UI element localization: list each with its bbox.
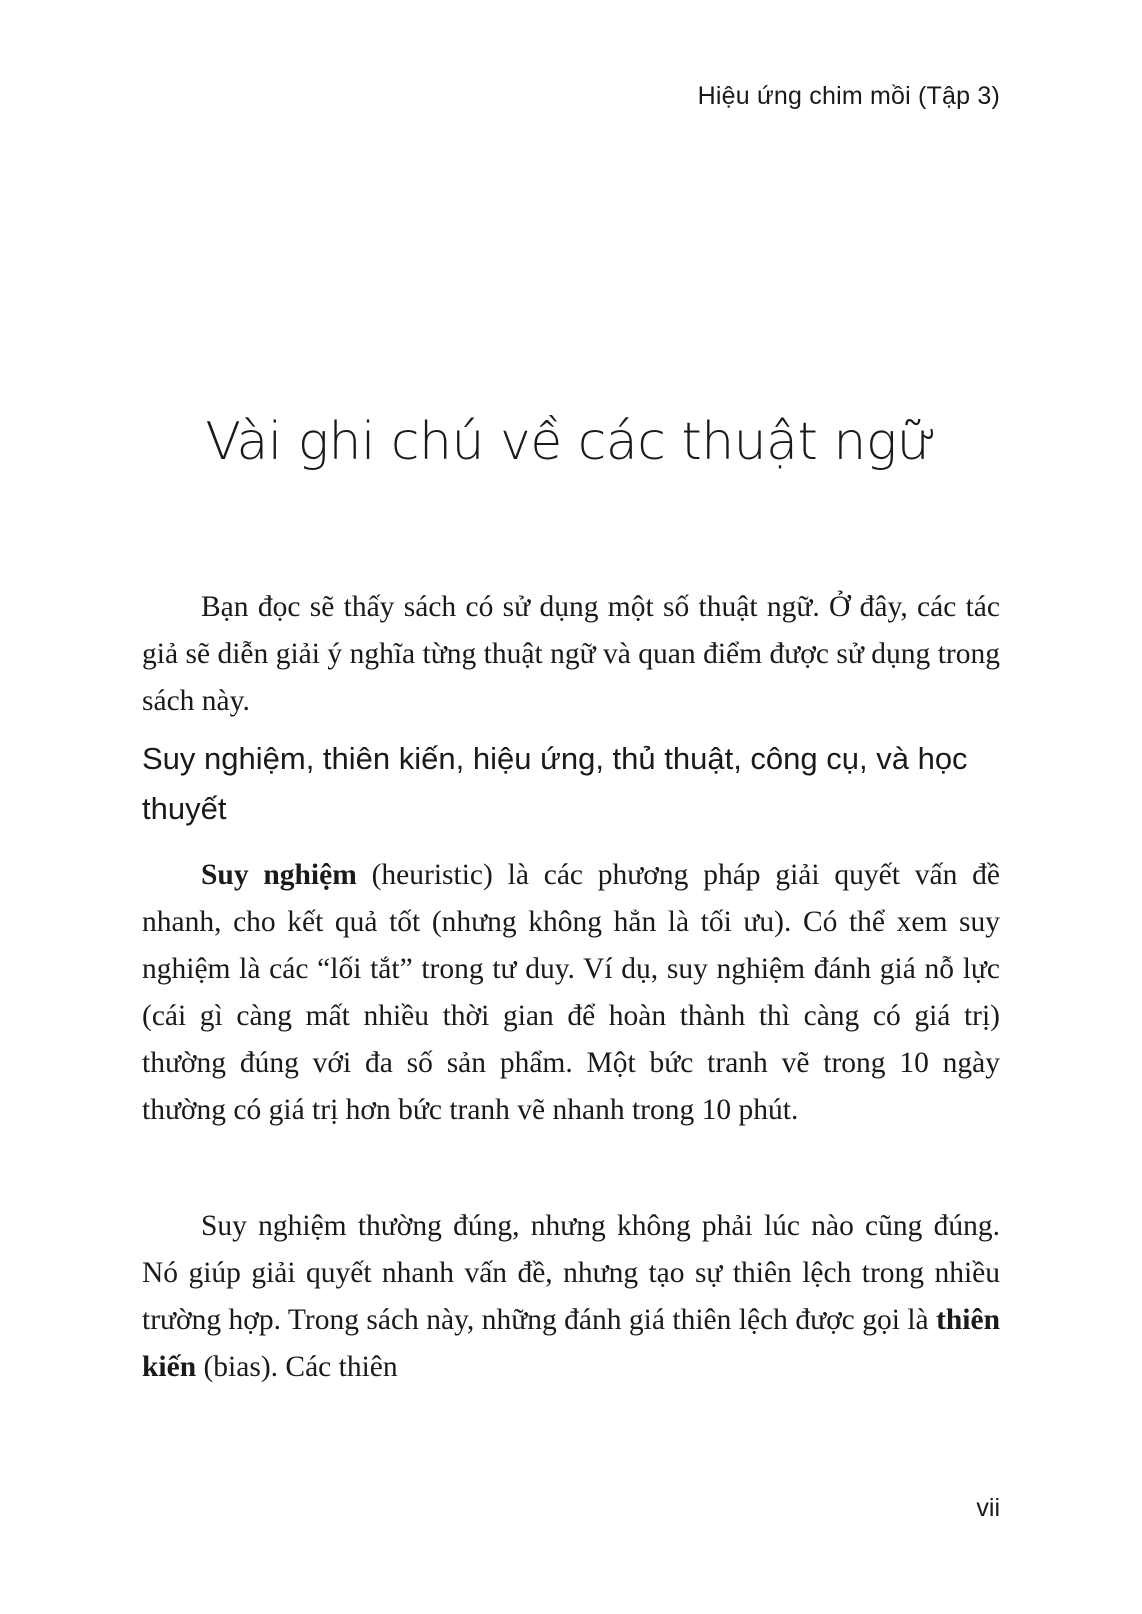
- term-bias: thiên kiến: [142, 1304, 1000, 1383]
- term-heuristic: Suy nghiệm: [201, 859, 357, 891]
- page-number: vii: [976, 1494, 1000, 1522]
- bias-paragraph-text-after: (bias). Các thiên: [196, 1351, 398, 1383]
- heuristic-paragraph-text: (heuristic) là các phương pháp giải quyết vấn đề nhanh, cho kết quả tốt (nhưng không hẳn là tối ưu). Có thể xem suy nghiệm là các “lối tắt” trong tư duy. Ví dụ, suy nghiệm đánh giá nỗ lực (cái gì càng mất nhiều thời gian để hoàn thành thì càng có giá trị) thường đúng với đa số sản phẩm. Một bức tranh vẽ trong 10 ngày thường có giá trị hơn bức tranh vẽ nhanh trong 10 phút.: [142, 859, 1000, 1126]
- intro-paragraph: Bạn đọc sẽ thấy sách có sử dụng một số thuật ngữ. Ở đây, các tác giả sẽ diễn giải ý nghĩa từng thuật ngữ và quan điểm được sử dụng trong sách này.: [142, 591, 1000, 717]
- heuristic-paragraph: [142, 852, 1000, 1134]
- chapter-title: Vài ghi chú về các thuật ngữ: [205, 412, 937, 472]
- bias-paragraph-text-before: Suy nghiệm thường đúng, nhưng không phải lúc nào cũng đúng. Nó giúp giải quyết nhanh vấn đề, nhưng tạo sự thiên lệch trong nhiều trường hợp. Trong sách này, những đánh giá thiên lệch được gọi là: [142, 1210, 1000, 1336]
- bias-paragraph-block: [142, 1203, 1000, 1391]
- running-header: Hiệu ứng chim mồi (Tập 3): [697, 82, 1000, 110]
- intro-paragraph-block: [142, 584, 1000, 725]
- heuristic-paragraph-block: [142, 852, 1000, 1134]
- section-heading: Suy nghiệm, thiên kiến, hiệu ứng, thủ thuật, công cụ, và học thuyết: [142, 741, 968, 826]
- bias-paragraph: [142, 1203, 1000, 1391]
